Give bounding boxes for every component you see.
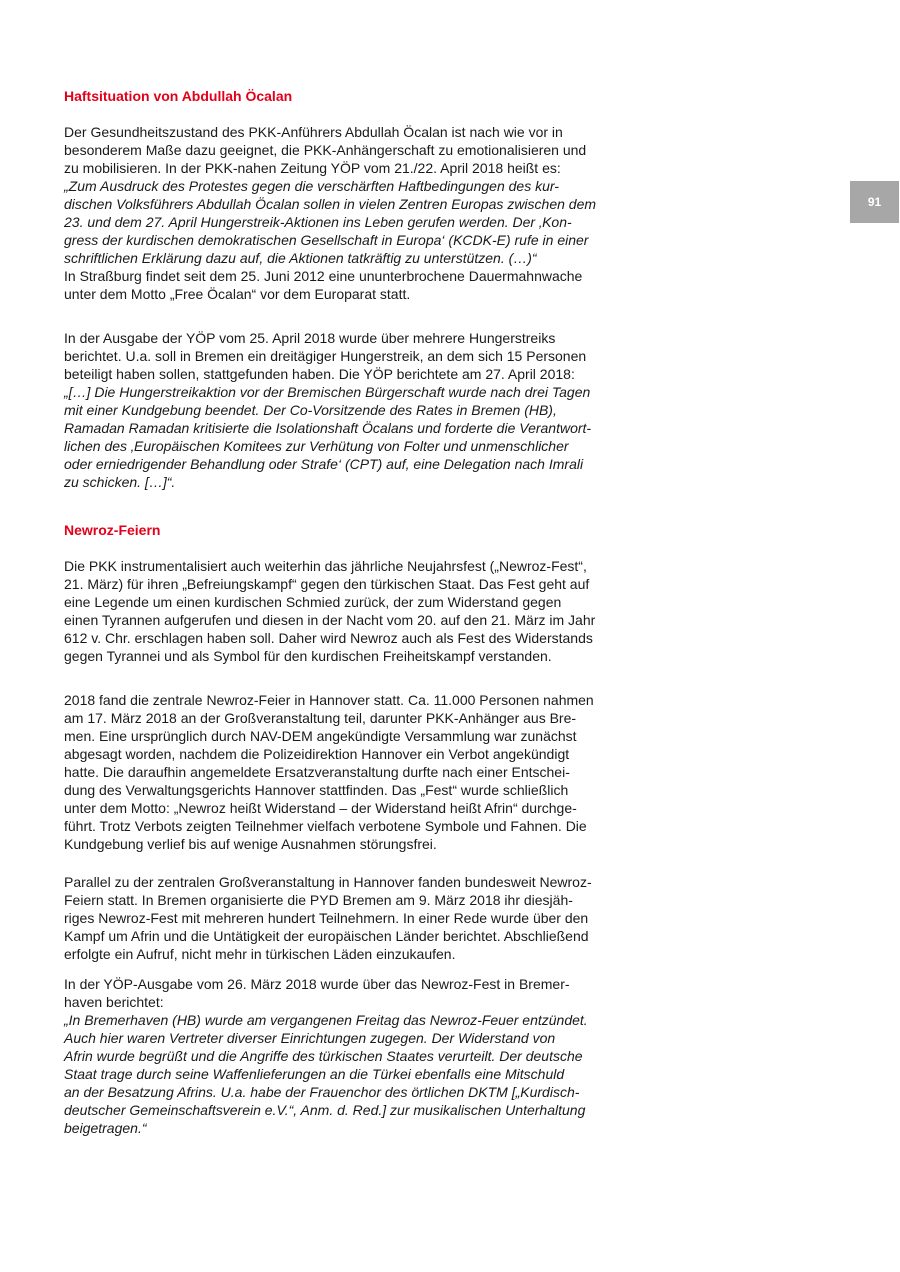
quote-line: lichen des ‚Europäischen Komitees zur Verhütung von Folter und unmenschlicher (64, 438, 569, 454)
paragraph (64, 557, 595, 665)
text-line: Feiern statt. In Bremen organisierte die PYD Bremen am 9. März 2018 ihr diesjäh- (64, 892, 573, 908)
text-line: berichtet. U.a. soll in Bremen ein dreitägiger Hungerstreik, an dem sich 15 Personen (64, 348, 587, 364)
text-line: In der Ausgabe der YÖP vom 25. April 2018 wurde über mehrere Hungerstreiks (64, 330, 556, 346)
paragraph (64, 873, 592, 963)
quote-line: gress der kurdischen demokratischen Gesellschaft in Europa‘ (KCDK-E) rufe in einer (64, 232, 589, 248)
text-line: dung des Verwaltungsgerichts Hannover stattfinden. Das „Fest“ wurde schließlich (64, 782, 569, 798)
paragraph (64, 329, 591, 491)
text-line: einen Tyrannen aufgerufen und diesen in der Nacht vom 20. auf den 21. März im Jahr (64, 612, 596, 628)
section-heading: Haftsituation von Abdullah Öcalan (64, 88, 293, 104)
quote-line: schriftlichen Erklärung dazu auf, die Aktionen tatkräftig zu unterstützen. (…)“ (64, 250, 537, 266)
text-line: Kundgebung verlief bis auf wenige Ausnahmen störungsfrei. (64, 836, 437, 852)
page-number-tab (850, 181, 899, 223)
text-line: Der Gesundheitszustand des PKK-Anführers Abdullah Öcalan ist nach wie vor in (64, 124, 563, 140)
text-line: men. Eine ursprünglich durch NAV-DEM angekündigte Versammlung war zunächst (64, 728, 577, 744)
text-line: abgesagt worden, nachdem die Polizeidirektion Hannover ein Verbot angekündigt (64, 746, 570, 762)
text-line: Parallel zu der zentralen Großveranstaltung in Hannover fanden bundesweit Newroz- (64, 874, 592, 890)
section-heading: Newroz-Feiern (64, 522, 161, 538)
text-line: beteiligt haben sollen, stattgefunden haben. Die YÖP berichtete am 27. April 2018: (64, 366, 575, 382)
text-line: unter dem Motto: „Newroz heißt Widerstand – der Widerstand heißt Afrin“ durchge- (64, 800, 577, 816)
quote-line: „In Bremerhaven (HB) wurde am vergangenen Freitag das Newroz-Feuer entzündet. (64, 1012, 588, 1028)
text-line: Die PKK instrumentalisiert auch weiterhin das jährliche Neujahrsfest („Newroz-Fest“, (64, 558, 587, 574)
text-line: gegen Tyrannei und als Symbol für den kurdischen Freiheitskampf verstanden. (64, 648, 552, 664)
quote-line: Auch hier waren Vertreter diverser Einrichtungen zugegen. Der Widerstand von (64, 1030, 556, 1046)
quote-line: oder erniedrigender Behandlung oder Strafe‘ (CPT) auf, eine Delegation nach Imrali (64, 456, 584, 472)
text-line: am 17. März 2018 an der Großveranstaltung teil, darunter PKK-Anhänger aus Bre- (64, 710, 577, 726)
quote-line: 23. und dem 27. April Hungerstreik-Aktionen ins Leben gerufen werden. Der ‚Kon- (64, 214, 572, 230)
paragraph (64, 123, 596, 303)
text-line: 2018 fand die zentrale Newroz-Feier in Hannover statt. Ca. 11.000 Personen nahmen (64, 692, 594, 708)
text-line: führt. Trotz Verbots zeigten Teilnehmer vielfach verbotene Symbole und Fahnen. Die (64, 818, 587, 834)
paragraph (64, 691, 594, 853)
text-line: 21. März) für ihren „Befreiungskampf“ gegen den türkischen Staat. Das Fest geht auf (64, 576, 590, 592)
text-line: 612 v. Chr. erschlagen haben soll. Daher wird Newroz auch als Fest des Widerstands (64, 630, 593, 646)
text-line: eine Legende um einen kurdischen Schmied zurück, der zum Widerstand gegen (64, 594, 562, 610)
quote-line: deutscher Gemeinschaftsverein e.V.“, Anm. d. Red.] zur musikalischen Unterhaltung (64, 1102, 586, 1118)
text-line: zu mobilisieren. In der PKK-nahen Zeitung YÖP vom 21./22. April 2018 heißt es: (64, 160, 561, 176)
quote-line: mit einer Kundgebung beendet. Der Co-Vorsitzende des Rates in Bremen (HB), (64, 402, 557, 418)
text-line: unter dem Motto „Free Öcalan“ vor dem Europarat statt. (64, 286, 411, 302)
quote-line: „Zum Ausdruck des Protestes gegen die verschärften Haftbedingungen des kur- (64, 178, 559, 194)
quote-line: beigetragen.“ (64, 1120, 147, 1136)
quote-line: Ramadan Ramadan kritisierte die Isolationshaft Öcalans und forderte die Verantwort- (64, 420, 592, 436)
quote-line: Staat trage durch seine Waffenlieferungen an die Türkei ebenfalls eine Mitschuld (64, 1066, 565, 1082)
text-line: In der YÖP-Ausgabe vom 26. März 2018 wurde über das Newroz-Fest in Bremer- (64, 976, 570, 992)
quote-line: „[…] Die Hungerstreikaktion vor der Bremischen Bürgerschaft wurde nach drei Tagen (64, 384, 591, 400)
text-line: Kampf um Afrin und die Untätigkeit der europäischen Länder berichtet. Abschließend (64, 928, 589, 944)
quote-line: zu schicken. […]“. (64, 474, 176, 490)
text-line: hatte. Die daraufhin angemeldete Ersatzveranstaltung durfte nach einer Entschei- (64, 764, 570, 780)
paragraph (64, 975, 588, 1137)
text-line: erfolgte ein Aufruf, nicht mehr in türkischen Läden einzukaufen. (64, 946, 456, 962)
quote-line: dischen Volksführers Abdullah Öcalan sollen in vielen Zentren Europas zwischen dem (64, 196, 597, 212)
quote-line: Afrin wurde begrüßt und die Angriffe des türkischen Staates verurteilt. Der deutsche (64, 1048, 583, 1064)
text-line: besonderem Maße dazu geeignet, die PKK-Anhängerschaft zu emotionalisieren und (64, 142, 587, 158)
quote-line: an der Besatzung Afrins. U.a. habe der Frauenchor des örtlichen DKTM [„Kurdisch- (64, 1084, 580, 1100)
text-line: In Straßburg findet seit dem 25. Juni 2012 eine ununterbrochene Dauermahnwache (64, 268, 583, 284)
text-line: riges Newroz-Fest mit mehreren hundert Teilnehmern. In einer Rede wurde über den (64, 910, 589, 926)
text-line: haven berichtet: (64, 994, 164, 1010)
page-number: 91 (867, 195, 882, 209)
